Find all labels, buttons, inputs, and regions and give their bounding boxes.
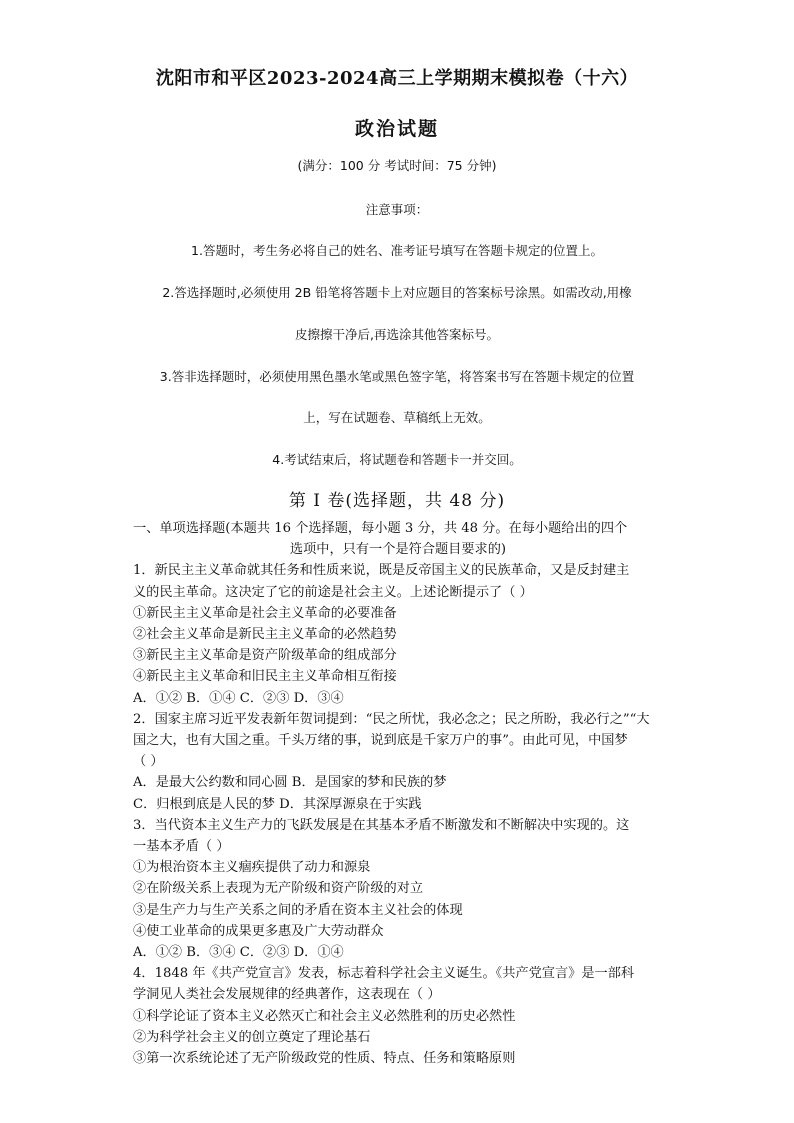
q2-stem-line-3: （ ） [133,754,164,770]
notice-heading: 注意事项： [365,202,429,217]
notice-item-1: 1.答题时，考生务必将自己的姓名、准考证号填写在答题卡规定的位置上。 [191,243,603,258]
section-intro-line-2: 选项中，只有一个是符合题目要求的) [289,542,507,558]
q2-answers-cd: C．归根到底是人民的梦 D．其深厚源泉在于实践 [133,796,422,812]
q2-stem-line-1: 2．国家主席习近平发表新年贺词提到：“民之所忧，我必念之；民之所盼，我必行之”“大 [133,711,650,727]
q1-option-4: ④新民主主义革命和旧民主主义革命相互衔接 [133,669,397,685]
q3-answers: A．①② B．③④ C．②③ D．①④ [133,945,344,961]
exam-title: 沈阳市和平区2023-2024高三上学期期末模拟卷（十六） [155,68,639,89]
notice-item-4: 4.考试结束后，将试题卷和答题卡一并交回。 [272,452,522,467]
q3-option-3: ③是生产力与生产关系之间的矛盾在资本主义社会的体现 [133,902,463,918]
q1-option-2: ②社会主义革命是新民主主义革命的必然趋势 [133,627,397,643]
q4-option-1: ①科学论证了资本主义必然灭亡和社会主义必然胜利的历史必然性 [133,1008,516,1024]
q3-option-1: ①为根治资本主义痼疾提供了动力和源泉 [133,860,371,876]
section-intro-line-1: 一、单项选择题(本题共 16 个选择题，每小题 3 分，共 48 分。在每小题给出的四个 [133,521,628,536]
exam-subject: 政治试题 [354,118,439,140]
q1-stem-line-2: 义的民主革命。这决定了它的前途是社会主义。上述论断提示了（ ） [133,584,533,600]
q2-stem-line-2: 国之大，也有大国之重。千头万绪的事，说到底是千家万户的事”。由此可见，中国梦 [133,733,628,749]
q4-stem-line-2: 学洞见人类社会发展规律的经典著作，这表现在（ ） [133,987,441,1003]
q4-stem-line-1: 4．1848 年《共产党宣言》发表，标志着科学社会主义诞生。《共产党宣言》是一部科 [133,966,635,982]
q3-option-4: ④使工业革命的成果更多惠及广大劳动群众 [133,923,384,939]
q1-option-1: ①新民主主义革命是社会主义革命的必要准备 [133,605,397,621]
question-body [133,518,663,1069]
q1-option-3: ③新民主主义革命是资产阶级革命的组成部分 [133,648,397,664]
notice-item-3-line-2: 上，写在试题卷、草稿纸上无效。 [303,410,491,425]
q3-stem-line-2: 一基本矛盾（ ） [133,839,230,855]
q1-answers: A．①② B．①④ C．②③ D．③④ [133,690,344,706]
section-title: 第 Ⅰ 卷(选择题，共 48 分) [288,491,506,511]
notice-item-2-line-1: 2.答选择题时,必须使用 2B 铅笔将答题卡上对应题目的答案标号涂黑。如需改动,用橡 [162,285,632,300]
q4-option-2: ②为科学社会主义的创立奠定了理论基石 [133,1029,371,1045]
q2-answers-ab: A．是最大公约数和同心圆 B．是国家的梦和民族的梦 [133,775,447,791]
notice-item-3-line-1: 3.答非选择题时，必须使用黑色墨水笔或黑色签字笔，将答案书写在答题卡规定的位置 [159,369,635,384]
q3-stem-line-1: 3．当代资本主义生产力的飞跃发展是在其基本矛盾不断激发和不断解决中实现的。这 [133,817,630,833]
q4-option-3: ③第一次系统论述了无产阶级政党的性质、特点、任务和策略原则 [133,1051,516,1067]
notice-item-2-line-2: 皮擦擦干净后,再选涂其他答案标号。 [295,327,499,342]
q3-option-2: ②在阶级关系上表现为无产阶级和资产阶级的对立 [133,881,424,897]
exam-meta: (满分：100 分 考试时间：75 分钟) [297,158,497,173]
q1-stem-line-1: 1．新民主主义革命就其任务和性质来说，既是反帝国主义的民族革命，又是反封建主 [133,563,630,579]
